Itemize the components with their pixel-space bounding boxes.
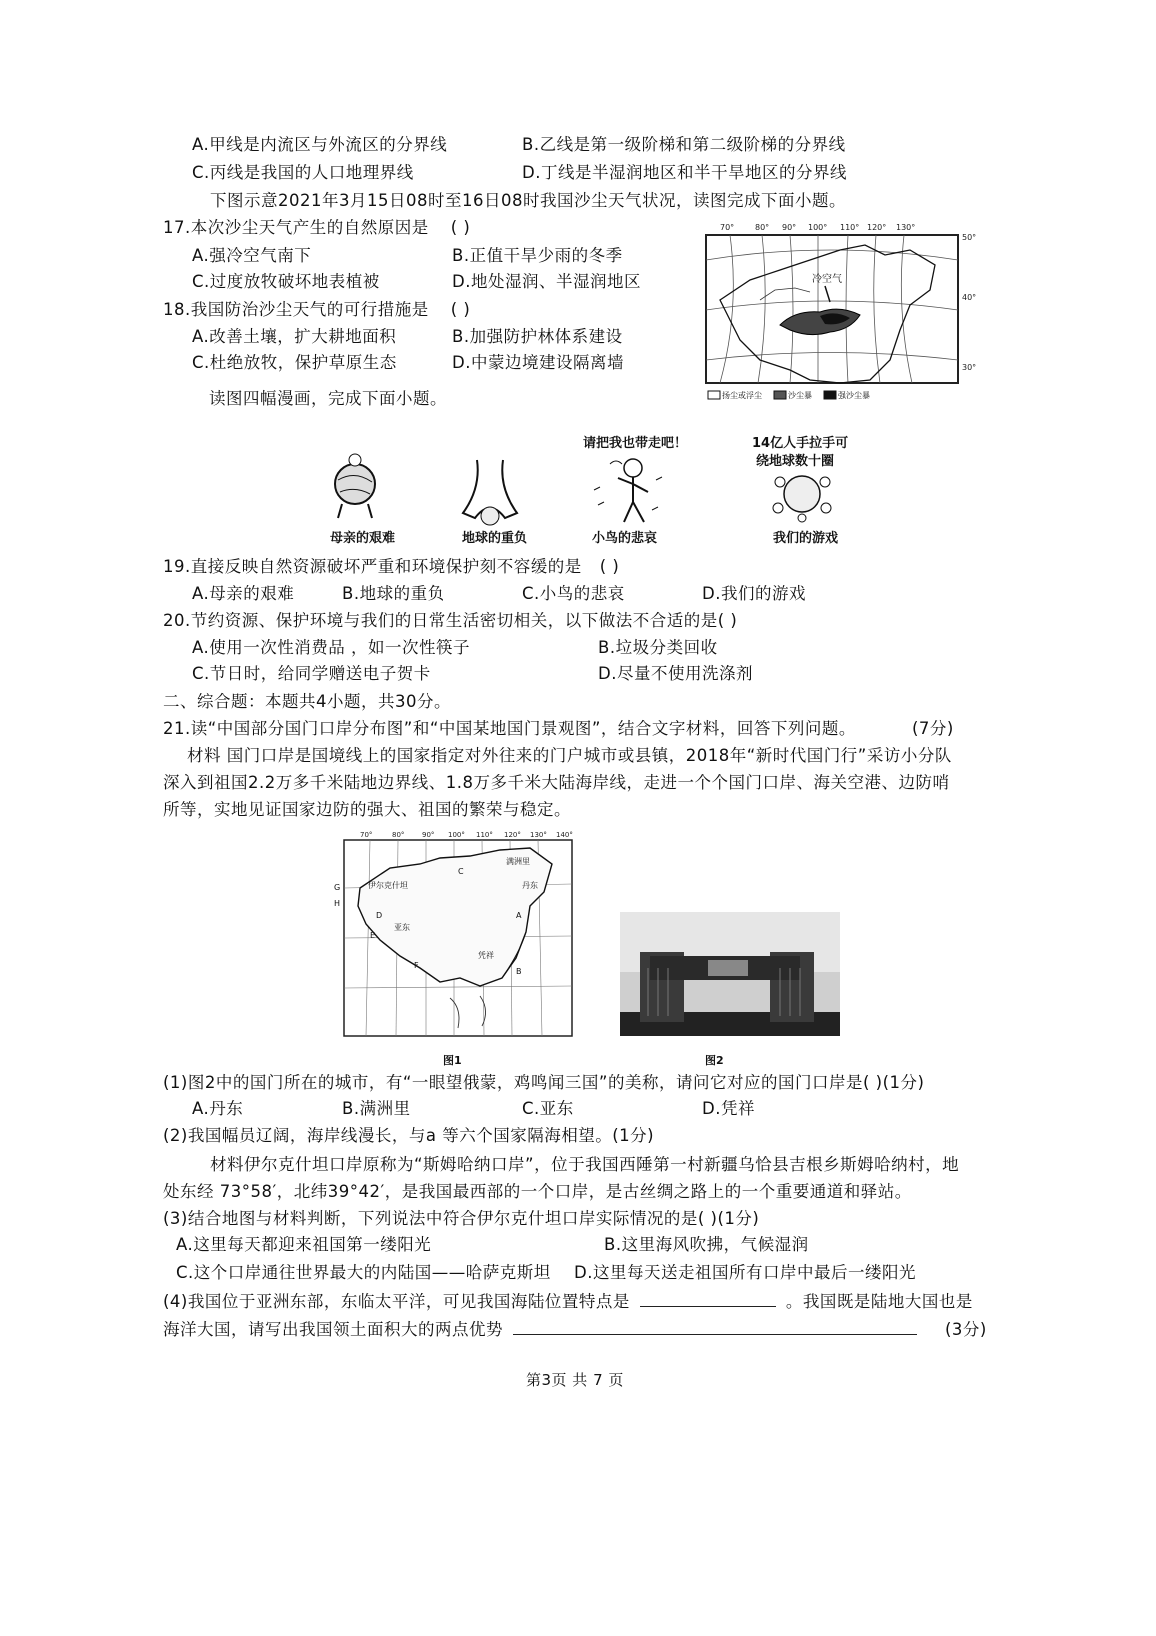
q20-option-d: D.尽量不使用洗涤剂 — [598, 664, 753, 683]
q20-stem: 20.节约资源、保护环境与我们的日常生活密切相关，以下做法不合适的是( ) — [163, 611, 738, 630]
answer-blank-territory-advantages[interactable] — [513, 1318, 917, 1335]
legend-label: 沙尘暴 — [788, 391, 812, 400]
q21-3-option-a: A.这里每天都迎来祖国第一缕阳光 — [176, 1235, 432, 1254]
material-2-line-2: 处东经 73°58′，北纬39°42′，是我国最西部的一个口岸，是古丝绸之路上的一个重要通道和驿站。 — [163, 1182, 912, 1201]
q16-option-d: D.丁线是半湿润地区和半干旱地区的分界线 — [522, 163, 847, 182]
q21-1-option-a: A.丹东 — [192, 1099, 244, 1118]
q21-4-line-2: 海洋大国，请写出我国领土面积大的两点优势 (3分) — [163, 1320, 987, 1339]
cartoon-game-image — [770, 468, 835, 523]
q19-stem: 19.直接反映自然资源破坏严重和环境保护刻不容缓的是 ( ) — [163, 557, 620, 576]
q21-material-line-2: 深入到祖国2.2万多千米陆地边界线、1.8万多千米大陆海岸线，走进一个个国门口岸、海关空港、边防哨 — [163, 773, 950, 792]
lat-label: 30° — [962, 363, 977, 372]
figure-2-caption: 图2 — [705, 1054, 724, 1067]
q20-option-b: B.垃圾分类回收 — [598, 638, 718, 657]
q19-option-b: B.地球的重负 — [342, 584, 445, 603]
section-2-heading: 二、综合题：本题共4小题，共30分。 — [163, 692, 451, 711]
figure-1-caption: 图1 — [443, 1054, 462, 1067]
map-letter: C — [458, 867, 464, 876]
lon-label: 100° — [808, 223, 828, 232]
q18-option-c: C.杜绝放牧，保护草原生态 — [192, 353, 397, 372]
q18-option-d: D.中蒙边境建设隔离墙 — [452, 353, 624, 372]
q21-3-stem: (3)结合地图与材料判断，下列说法中符合伊尔克什坦口岸实际情况的是( )(1分) — [163, 1209, 760, 1228]
legend-label: 强沙尘暴 — [838, 391, 870, 400]
q19-intro: 读图四幅漫画，完成下面小题。 — [209, 389, 447, 408]
lat-label: 40° — [962, 293, 977, 302]
answer-blank-sea-land-position[interactable] — [640, 1290, 776, 1307]
cartoon-bird-image — [588, 450, 668, 525]
q21-material-line-3: 所等，实地见证国家边防的强大、祖国的繁荣与稳定。 — [163, 800, 571, 819]
page-footer: 第3页 共 7 页 — [526, 1371, 624, 1389]
lon-label: 110° — [840, 223, 860, 232]
q17-option-a: A.强冷空气南下 — [192, 246, 312, 265]
place-pingxiang: 凭祥 — [478, 951, 494, 960]
q21-1-option-c: C.亚东 — [522, 1099, 574, 1118]
q20-option-a: A.使用一次性消费品 ，如一次性筷子 — [192, 638, 470, 657]
q16-option-c: C.丙线是我国的人口地理界线 — [192, 163, 414, 182]
map-letter: E — [370, 931, 376, 940]
q21-1-stem: (1)图2中的国门所在的城市，有“一眼望俄蒙，鸡鸣闻三国”的美称，请问它对应的国门口岸是( )(1分) — [163, 1073, 925, 1092]
lon-label: 90° — [782, 223, 797, 232]
q18-option-b: B.加强防护林体系建设 — [452, 327, 623, 346]
place-manzhouli: 满洲里 — [506, 857, 530, 866]
cartoon-caption-2: 地球的重负 — [462, 531, 528, 546]
map-letter: A — [516, 911, 522, 920]
q18-stem: 18.我国防治沙尘天气的可行措施是 ( ) — [163, 300, 471, 319]
national-gate-photo — [620, 912, 840, 1036]
lon-label: 80° — [392, 831, 405, 839]
lon-label: 70° — [360, 831, 373, 839]
lon-label: 90° — [422, 831, 435, 839]
map-letter: F — [414, 961, 419, 970]
cartoon-caption-1: 母亲的艰难 — [330, 531, 396, 546]
q17-option-d: D.地处湿润、半湿润地区 — [452, 272, 641, 291]
map-letter: G — [334, 883, 341, 892]
q21-stem: 21.读“中国部分国门口岸分布图”和“中国某地国门景观图”，结合文字材料，回答下列问题。 — [163, 719, 856, 738]
cartoon-4-speech-2: 绕地球数十圈 — [756, 454, 835, 469]
lon-label: 70° — [720, 223, 735, 232]
cartoon-caption-3: 小鸟的悲哀 — [592, 531, 658, 546]
place-yadong: 亚东 — [394, 923, 410, 932]
lat-label: 50° — [962, 233, 977, 242]
q21-score: (7分) — [912, 719, 954, 738]
q16-option-b: B.乙线是第一级阶梯和第二级阶梯的分界线 — [522, 135, 846, 154]
dust-weather-map — [700, 220, 980, 410]
q21-material-line-1: 材料 国门口岸是国境线上的国家指定对外往来的门户城市或县镇，2018年“新时代国门行”采访小分队 — [187, 746, 952, 765]
q21-3-option-c: C.这个口岸通往世界最大的内陆国——哈萨克斯坦 — [176, 1263, 551, 1282]
lon-label: 100° — [448, 831, 465, 839]
lon-label: 120° — [867, 223, 887, 232]
lon-label: 120° — [504, 831, 521, 839]
legend-label: 扬尘或浮尘 — [722, 391, 762, 400]
q20-option-c: C.节日时，给同学赠送电子贺卡 — [192, 664, 431, 683]
q17-option-b: B.正值干旱少雨的冬季 — [452, 246, 623, 265]
lon-label: 80° — [755, 223, 770, 232]
lon-label: 130° — [896, 223, 916, 232]
q16-option-a: A.甲线是内流区与外流区的分界线 — [192, 135, 448, 154]
map-letter: D — [376, 911, 383, 920]
lon-label: 140° — [556, 831, 573, 839]
q21-3-option-b: B.这里海风吹拂，气候湿润 — [604, 1235, 809, 1254]
q18-option-a: A.改善土壤，扩大耕地面积 — [192, 327, 397, 346]
q17-intro: 下图示意2021年3月15日08时至16日08时我国沙尘天气状况，读图完成下面小题。 — [210, 191, 846, 210]
map-letter: B — [516, 967, 522, 976]
cartoon-4-speech-1: 14亿人手拉手可 — [752, 436, 849, 451]
q19-option-d: D.我们的游戏 — [702, 584, 806, 603]
place-irkeshtam: 伊尔克什坦 — [368, 881, 408, 890]
lon-label: 130° — [530, 831, 547, 839]
cold-air-label: 冷空气 — [812, 274, 842, 285]
place-dandong: 丹东 — [522, 881, 538, 890]
cartoon-caption-4: 我们的游戏 — [773, 531, 839, 546]
material-2-line-1: 材料伊尔克什坦口岸原称为“斯姆哈纳口岸”，位于我国西陲第一村新疆乌恰县吉根乡斯姆哈纳村，地 — [210, 1155, 960, 1174]
q19-option-c: C.小鸟的悲哀 — [522, 584, 625, 603]
q21-2-stem: (2)我国幅员辽阔，海岸线漫长，与a 等六个国家隔海相望。(1分) — [163, 1126, 655, 1145]
q21-3-option-d: D.这里每天送走祖国所有口岸中最后一缕阳光 — [574, 1263, 916, 1282]
q19-option-a: A.母亲的艰难 — [192, 584, 295, 603]
cartoon-3-speech: 请把我也带走吧！ — [583, 436, 688, 451]
port-distribution-map — [330, 828, 585, 1040]
q17-option-c: C.过度放牧破坏地表植被 — [192, 272, 380, 291]
q21-4-line-1: (4)我国位于亚洲东部，东临太平洋，可见我国海陆位置特点是 。我国既是陆地大国也是 — [163, 1292, 973, 1311]
q21-1-option-b: B.满洲里 — [342, 1099, 411, 1118]
q17-stem: 17.本次沙尘天气产生的自然原因是 ( ) — [163, 218, 471, 237]
cartoon-earth-burden-image — [455, 458, 525, 528]
lon-label: 110° — [476, 831, 493, 839]
cartoon-mother-image — [320, 450, 390, 520]
map-letter: H — [334, 899, 341, 908]
q21-1-option-d: D.凭祥 — [702, 1099, 755, 1118]
